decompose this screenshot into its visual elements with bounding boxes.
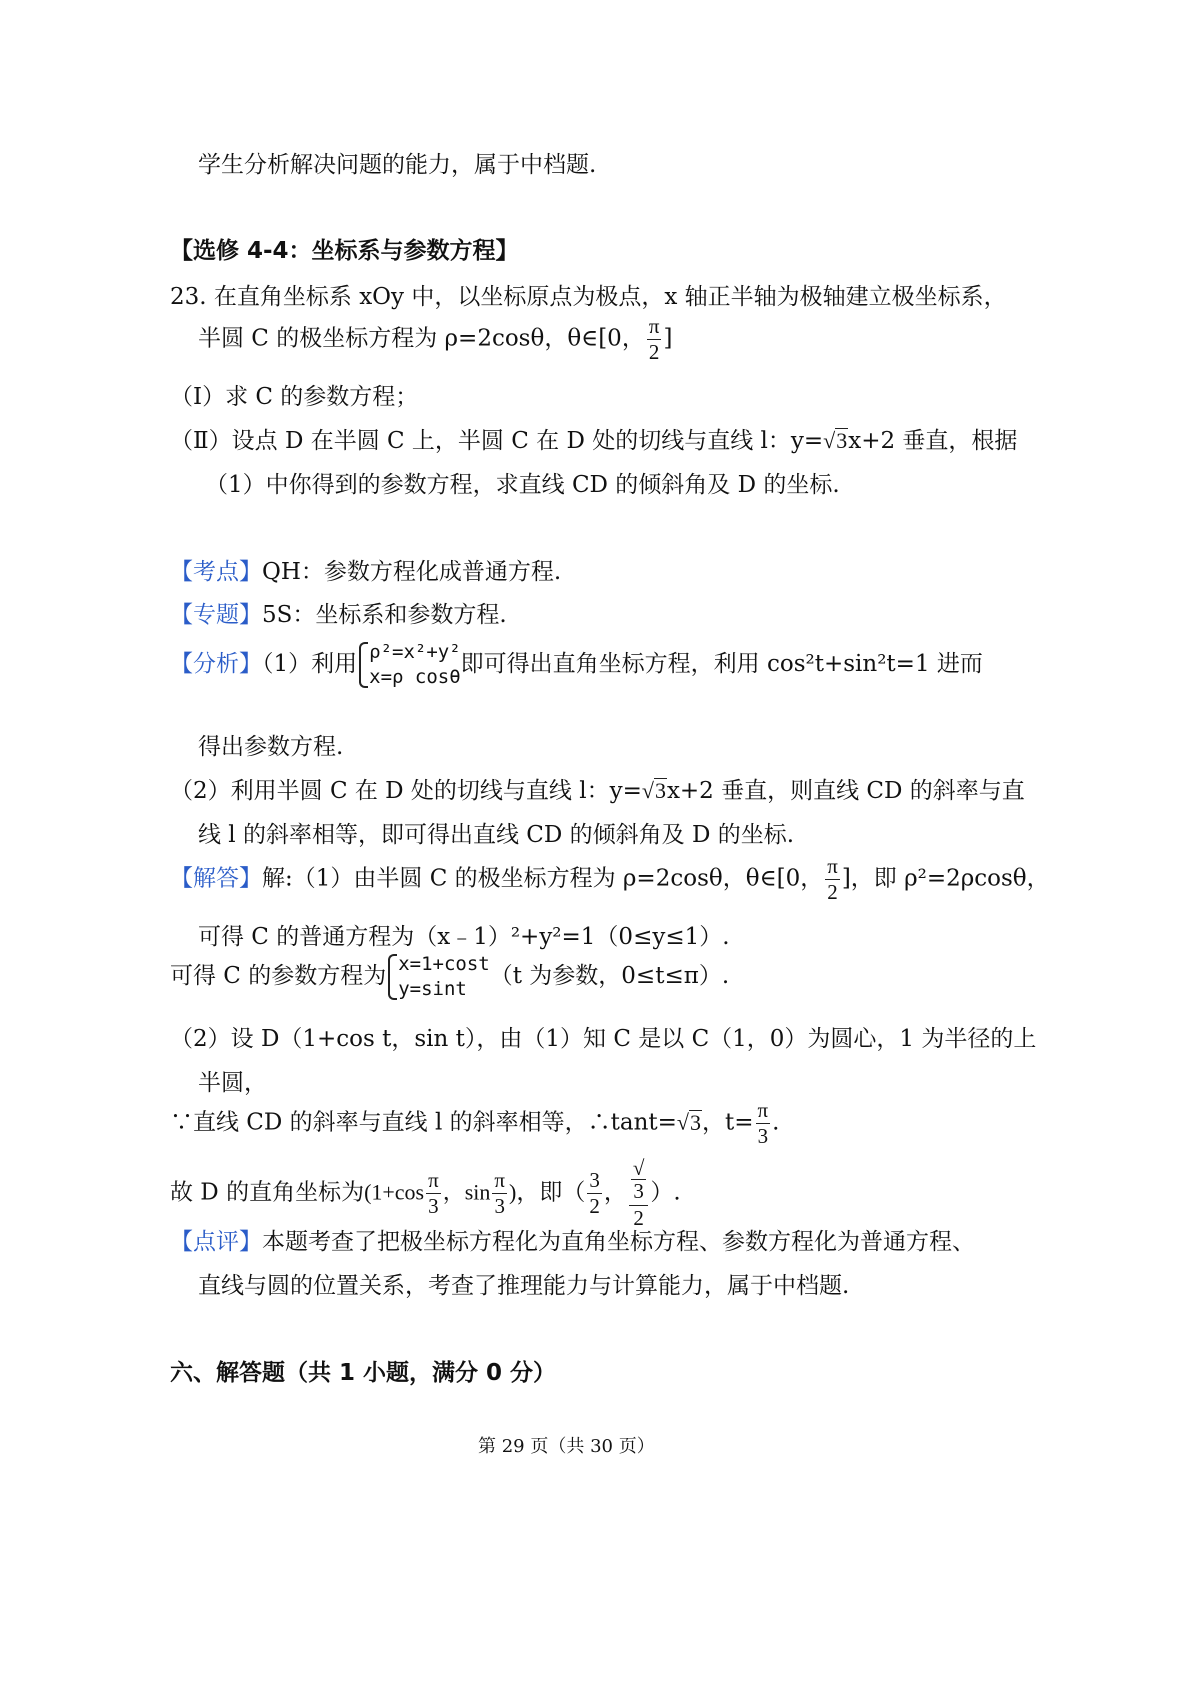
jieda-line-6 xyxy=(170,1100,779,1147)
question-line-2 xyxy=(198,316,672,363)
jieda-line-7-end: ）. xyxy=(650,1179,681,1206)
coord-y-expr: ，sin xyxy=(442,1179,491,1205)
sqrt3-over-two-fraction xyxy=(629,1158,649,1229)
sqrt-symbol: √ xyxy=(676,1109,689,1135)
pi-over-3-fraction xyxy=(492,1170,507,1217)
sqrt-symbol: √ xyxy=(641,778,654,803)
fraction-denominator: 2 xyxy=(648,340,660,364)
fenxi-text-pre: （1）利用 xyxy=(262,651,358,677)
jieda-line-3 xyxy=(170,952,729,1002)
fraction-numerator xyxy=(629,1158,649,1206)
parametric-row-2: y=sint xyxy=(398,978,467,1000)
equation-system-row-2: x=ρ cosθ xyxy=(369,666,461,688)
fenxi-line-3-text: （2）利用半圆 C 在 D 处的切线与直线 l：y= xyxy=(170,778,642,804)
pi-over-3-fraction xyxy=(426,1170,441,1217)
jieda-line-6-text: ∵直线 CD 的斜率与直线 l 的斜率相等，∴tant= xyxy=(170,1109,677,1136)
fraction-numerator: π xyxy=(494,1168,506,1193)
parametric-system xyxy=(386,952,490,1002)
sqrt-radicand: 3 xyxy=(631,1179,647,1203)
fraction-numerator: π xyxy=(428,1168,439,1193)
jieda-line-1 xyxy=(170,856,1050,903)
fraction-denominator: 2 xyxy=(589,1194,600,1219)
kaodian-tag: 【考点】 xyxy=(170,559,262,585)
fenxi-tag: 【分析】 xyxy=(170,651,262,677)
fenxi-line-2: 得出参数方程. xyxy=(198,734,344,760)
continued-text-line: 学生分析解决问题的能力，属于中档题. xyxy=(198,152,597,178)
fraction-denominator: 2 xyxy=(827,880,838,904)
equation-system-row-1: ρ²=x²+y² xyxy=(369,641,461,663)
kaodian-line xyxy=(170,553,561,586)
kaodian-text: QH：参数方程化成普通方程. xyxy=(262,559,562,585)
coord-x-expr: (1+cos xyxy=(364,1179,425,1205)
zhuanti-text: 5S：坐标系和参数方程. xyxy=(262,602,507,628)
question-line-1: 23. 在直角坐标系 xOy 中，以坐标原点为极点，x 轴正半轴为极轴建立极坐标系， xyxy=(170,284,1007,310)
dianping-line-1 xyxy=(170,1223,975,1256)
jieda-line-4: （2）设 D（1+cos t，sin t），由（1）知 C 是以 C（1，0）为圆心，1 为半径的上 xyxy=(170,1026,1037,1052)
fraction-denominator: 2 xyxy=(633,1206,644,1231)
jieda-line-3-text-end: （t 为参数，0≤t≤π）. xyxy=(489,963,730,989)
fenxi-line-1 xyxy=(170,640,983,690)
dianping-tag: 【点评】 xyxy=(170,1229,262,1255)
equation-system xyxy=(357,640,461,690)
fraction-numerator: π xyxy=(827,854,838,878)
sqrt-radicand: 3 xyxy=(690,1109,701,1135)
coord-close: ) xyxy=(509,1179,517,1205)
sqrt-symbol: √ xyxy=(632,1156,645,1180)
zhuanti-tag: 【专题】 xyxy=(170,602,262,628)
jieda-line-7 xyxy=(170,1158,681,1229)
jieda-line-5: 半圆， xyxy=(198,1070,267,1096)
question-line-2-text: 半圆 C 的极坐标方程为 ρ=2cosθ，θ∈[0， xyxy=(198,325,645,352)
sqrt-symbol: √ xyxy=(823,428,836,453)
jieda-line-3-text: 可得 C 的参数方程为 xyxy=(170,963,387,989)
sqrt-radicand: 3 xyxy=(836,428,848,453)
jieda-line-6-mid: ，t= xyxy=(702,1109,754,1136)
jieda-line-6-end: . xyxy=(772,1109,780,1136)
fenxi-line-3-text-end: x+2 垂直，则直线 CD 的斜率与直 xyxy=(666,778,1025,804)
jieda-line-7-mid: ，即（ xyxy=(516,1179,586,1206)
fraction-denominator: 3 xyxy=(428,1194,439,1219)
question-part-2-line-2: （1）中你得到的参数方程，求直线 CD 的倾斜角及 D 的坐标. xyxy=(205,472,840,498)
question-part-2-line-1 xyxy=(170,422,1017,455)
question-part-2-text-end: x+2 垂直，根据 xyxy=(848,428,1018,454)
fraction-denominator: 3 xyxy=(757,1124,769,1148)
sqrt-radicand: 3 xyxy=(654,778,666,803)
pi-over-3-fraction xyxy=(756,1100,771,1147)
question-part-2-text: （Ⅱ）设点 D 在半圆 C 上，半圆 C 在 D 处的切线与直线 l：y= xyxy=(170,428,824,454)
jieda-line-2: 可得 C 的普通方程为（x﹣1）²+y²=1（0≤y≤1）. xyxy=(198,924,730,950)
three-over-two-fraction xyxy=(587,1170,602,1217)
parametric-row-1: x=1+cost xyxy=(398,953,490,975)
dianping-text: 本题考查了把极坐标方程化为直角坐标方程、参数方程化为普通方程、 xyxy=(262,1229,975,1255)
fraction-numerator: π xyxy=(757,1098,769,1122)
jieda-tag: 【解答】 xyxy=(170,865,262,892)
zhuanti-line xyxy=(170,596,507,629)
fraction-denominator: 3 xyxy=(494,1194,505,1219)
fenxi-line-4: 线 l 的斜率相等，即可得出直线 CD 的倾斜角及 D 的坐标. xyxy=(198,822,795,848)
pi-over-2-fraction xyxy=(825,856,840,903)
jieda-line-1-text-end: ]，即 ρ²=2ρcosθ， xyxy=(841,865,1050,892)
section-6-title: 六、解答题（共 1 小题，满分 0 分） xyxy=(170,1360,557,1386)
jieda-line-7-text: 故 D 的直角坐标为 xyxy=(170,1179,365,1206)
dianping-line-2: 直线与圆的位置关系，考查了推理能力与计算能力，属于中档题. xyxy=(198,1273,850,1299)
jieda-line-1-text: 解:（1）由半圆 C 的极坐标方程为 ρ=2cosθ，θ∈[0， xyxy=(262,865,824,892)
page-footer: 第 29 页（共 30 页） xyxy=(478,1436,655,1457)
question-part-1: （Ⅰ）求 C 的参数方程； xyxy=(170,384,419,410)
section-title: 【选修 4-4：坐标系与参数方程】 xyxy=(170,238,519,264)
pi-over-2-fraction xyxy=(647,316,662,363)
fenxi-text-post: 即可得出直角坐标方程，利用 cos²t+sin²t=1 进而 xyxy=(460,651,983,677)
fenxi-line-3 xyxy=(170,772,1025,805)
fraction-numerator: π xyxy=(648,314,660,338)
coord-separator: ， xyxy=(603,1179,627,1206)
interval-close-bracket: ] xyxy=(663,325,673,352)
fraction-numerator: 3 xyxy=(589,1168,600,1193)
